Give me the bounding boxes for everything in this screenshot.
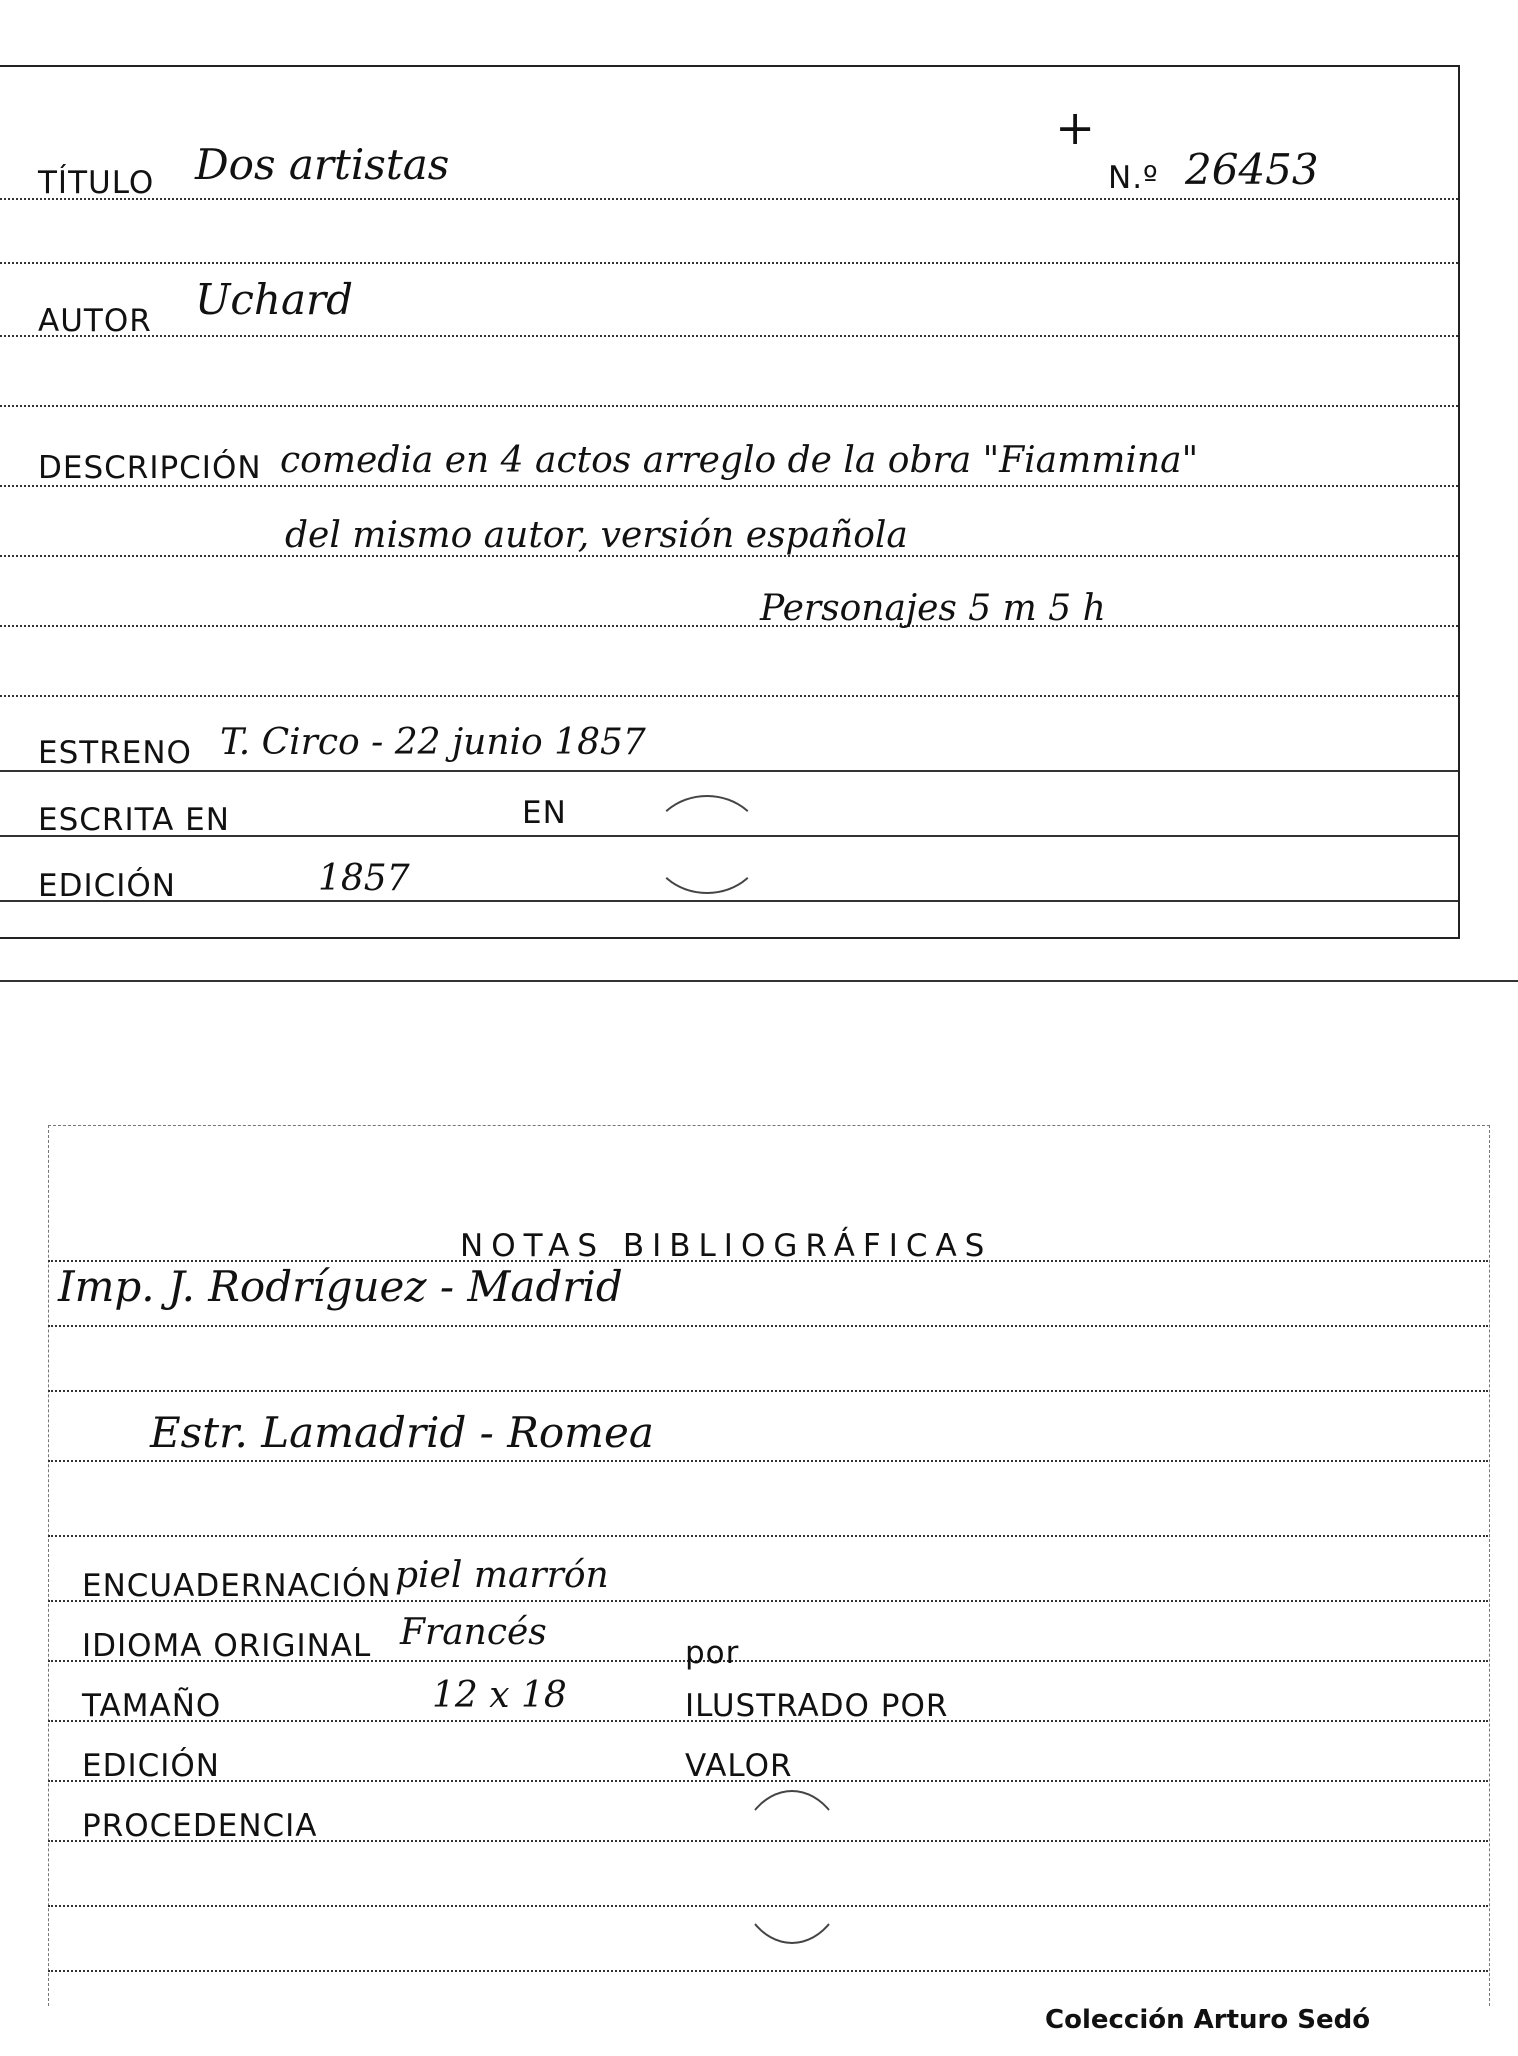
- descripcion-label: DESCRIPCIÓN: [38, 450, 262, 486]
- en-label: EN: [522, 795, 567, 831]
- descripcion-line-3: Personajes 5 m 5 h: [760, 588, 1106, 629]
- valor-label: VALOR: [685, 1748, 793, 1784]
- descripcion-line-1: comedia en 4 actos arreglo de la obra "Fiammina": [280, 440, 1199, 481]
- edicion-bottom-label: EDICIÓN: [82, 1748, 220, 1784]
- idioma-original-value: Francés: [400, 1612, 547, 1653]
- descripcion-line-2: del mismo autor, versión española: [285, 515, 908, 556]
- idioma-original-label: IDIOMA ORIGINAL: [82, 1628, 372, 1664]
- titulo-label: TÍTULO: [38, 165, 155, 201]
- rule-line: [0, 770, 1458, 772]
- rule-line: [48, 1390, 1488, 1392]
- estreno-label: ESTRENO: [38, 735, 192, 771]
- numero-label: N.º: [1108, 160, 1159, 196]
- stamp-mark: [735, 1790, 849, 1944]
- titulo-value: Dos artistas: [195, 140, 450, 189]
- autor-label: AUTOR: [38, 303, 152, 339]
- collection-credit: Colección Arturo Sedó: [1045, 2005, 1371, 2035]
- rule-line: [48, 1970, 1488, 1972]
- por-label: por: [685, 1635, 740, 1671]
- notes-line-2: Estr. Lamadrid - Romea: [150, 1408, 654, 1457]
- rule-line: [0, 198, 1458, 200]
- stamp-mark: [650, 795, 764, 894]
- autor-value: Uchard: [195, 275, 353, 324]
- rule-line: [0, 695, 1458, 697]
- edicion-value: 1857: [318, 858, 410, 899]
- encuadernacion-label: ENCUADERNACIÓN: [82, 1568, 392, 1604]
- cross-mark: +: [1055, 100, 1096, 156]
- rule-line: [0, 900, 1458, 902]
- tamano-value: 12 x 18: [432, 1675, 567, 1716]
- edicion-label: EDICIÓN: [38, 868, 176, 904]
- notes-line-1: Imp. J. Rodríguez - Madrid: [58, 1262, 623, 1311]
- encuadernacion-value: piel marrón: [395, 1555, 609, 1596]
- escrita-en-label: ESCRITA EN: [38, 802, 230, 838]
- tamano-label: TAMAÑO: [82, 1688, 222, 1724]
- ilustrado-por-label: ILUSTRADO POR: [685, 1688, 949, 1724]
- rule-line: [48, 1325, 1488, 1327]
- numero-value: 26453: [1185, 145, 1319, 194]
- card-separator: [0, 980, 1518, 982]
- notas-heading: NOTAS BIBLIOGRÁFICAS: [460, 1228, 993, 1264]
- rule-line: [48, 1535, 1488, 1537]
- estreno-value: T. Circo - 22 junio 1857: [220, 722, 646, 763]
- rule-line: [0, 335, 1458, 337]
- rule-line: [0, 262, 1458, 264]
- rule-line: [48, 1460, 1488, 1462]
- procedencia-label: PROCEDENCIA: [82, 1808, 318, 1844]
- rule-line: [0, 625, 1458, 627]
- rule-line: [0, 405, 1458, 407]
